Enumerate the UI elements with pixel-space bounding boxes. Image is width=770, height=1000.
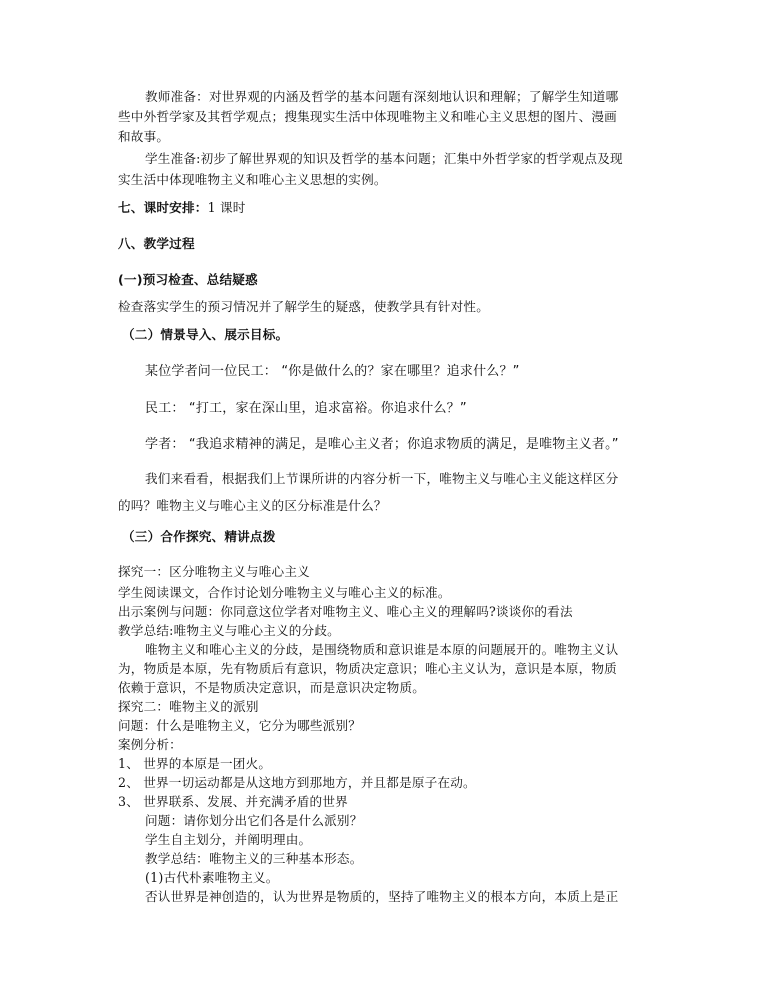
inquiry-2-line: 探究二：唯物主义的派别 <box>118 699 259 714</box>
indented-line: (1)古代朴素唯物主义。 <box>145 870 279 885</box>
intro-paragraph-line-1: 我们来看看，根据我们上节课所讲的内容分析一下，唯物主义与唯心主义能这样区分 <box>145 471 619 486</box>
part-2-title: （二）情景导入、展示目标。 <box>122 327 289 342</box>
inquiry-2-line: 问题：什么是唯物主义，它分为哪些派别？ <box>118 718 362 733</box>
part-1-text: 检查落实学生的预习情况并了解学生的疑惑，使教学具有针对性。 <box>118 299 490 314</box>
inquiry-line: 教学总结:唯物主义与唯心主义的分歧。 <box>118 623 340 638</box>
student-prep-line-2: 实生活中体现唯物主义和唯心主义思想的实例。 <box>118 172 387 187</box>
dialog-line-1: 某位学者问一位民工： “你是做什么的？家在哪里？追求什么？” <box>145 364 520 379</box>
inquiry-line: 探究一：区分唯物主义与唯心主义 <box>118 564 310 579</box>
part-3-title: （三）合作探究、精讲点拨 <box>122 529 276 544</box>
summary-line-3: 依赖于意识，不是物质决定意识，而是意识决定物质。 <box>118 680 426 695</box>
dialog-line-3: 学者： “我追求精神的满足，是唯心主义者；你追求物质的满足，是唯物主义者。” <box>145 437 619 452</box>
case-item: 3、 世界联系、发展、并充满矛盾的世界 <box>118 794 348 809</box>
case-item: 2、 世界一切运动都是从这地方到那地方，并且都是原子在动。 <box>118 775 476 790</box>
section-7-value: 1 课时 <box>207 200 246 215</box>
inquiry-line: 学生阅读课文，合作讨论划分唯物主义与唯心主义的标准。 <box>118 585 451 600</box>
section-7-label: 七、课时安排： <box>118 200 208 215</box>
indented-line: 否认世界是神创造的，认为世界是物质的，坚持了唯物主义的根本方向，本质上是正 <box>145 889 619 904</box>
teacher-prep-line-2: 些中外哲学家及其哲学观点；搜集现实生活中体现唯物主义和唯心主义思想的图片、漫画 <box>118 109 617 124</box>
part-1-title: (一)预习检查、总结疑惑 <box>118 272 258 287</box>
indented-line: 问题：请你划分出它们各是什么派别？ <box>145 813 363 828</box>
inquiry-line: 出示案例与问题：你同意这位学者对唯物主义、唯心主义的理解吗?谈谈你的看法 <box>118 604 573 619</box>
teacher-prep-line-3: 和故事。 <box>118 129 170 144</box>
dialog-line-2: 民工： “打工，家在深山里，追求富裕。你追求什么？” <box>145 401 467 416</box>
indented-line: 教学总结：唯物主义的三种基本形态。 <box>145 851 363 866</box>
teacher-prep-line-1: 教师准备：对世界观的内涵及哲学的基本问题有深刻地认识和理解；了解学生知道哪 <box>145 89 619 104</box>
summary-line-1: 唯物主义和唯心主义的分歧，是围绕物质和意识谁是本原的问题展开的。唯物主义认 <box>145 642 619 657</box>
inquiry-2-line: 案例分析： <box>118 737 182 752</box>
student-prep-line-1: 学生准备:初步了解世界观的知识及哲学的基本问题；汇集中外哲学家的哲学观点及现 <box>145 151 623 166</box>
intro-paragraph-line-2: 的吗？唯物主义与唯心主义的区分标准是什么？ <box>118 498 387 513</box>
section-7-heading <box>118 199 658 217</box>
summary-line-2: 为，物质是本原，先有物质后有意识，物质决定意识；唯心主义认为，意识是本原，物质 <box>118 661 617 676</box>
section-8-heading: 八、教学过程 <box>118 236 195 251</box>
indented-line: 学生自主划分，并阐明理由。 <box>145 832 312 847</box>
case-item: 1、 世界的本原是一团火。 <box>118 756 272 771</box>
